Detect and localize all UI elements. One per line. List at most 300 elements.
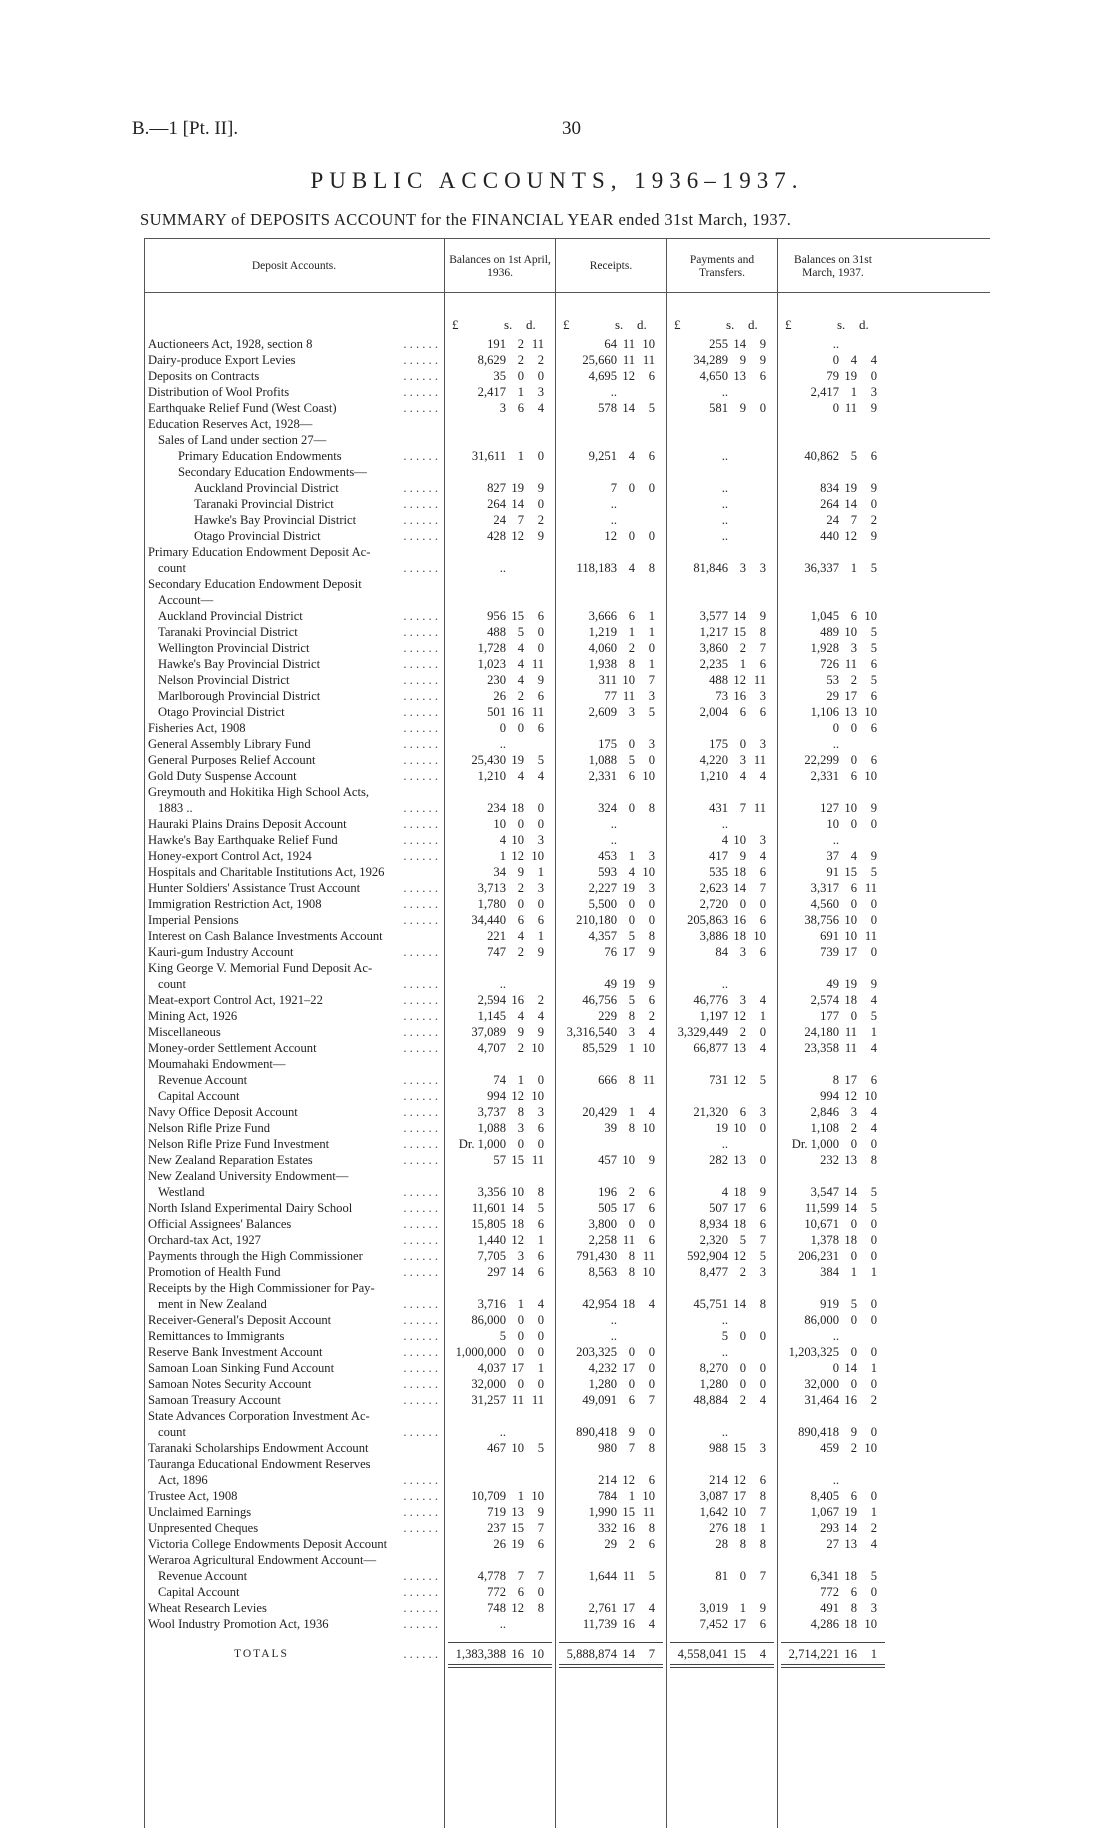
closing-pence: 6	[870, 657, 877, 671]
receipts-pence: 4	[648, 1297, 655, 1311]
opening-pounds: 26	[493, 689, 506, 703]
opening-shillings: 1	[517, 449, 524, 463]
payments-shillings: 10	[733, 833, 746, 847]
receipts-pounds: 7	[610, 481, 617, 495]
payments-pence: 10	[753, 929, 766, 943]
receipts-pounds: 85,529	[582, 1041, 617, 1055]
closing-pence: 10	[864, 609, 877, 623]
payments-pounds: 28	[715, 1537, 728, 1551]
opening-pence: 8	[537, 1601, 544, 1615]
account-label: Promotion of Health Fund	[148, 1265, 281, 1279]
closing-shillings: 8	[850, 1601, 857, 1615]
opening-pence: 0	[537, 497, 544, 511]
opening-pounds: 297	[487, 1265, 506, 1279]
closing-shillings: 2	[850, 673, 857, 687]
closing-pence: 6	[870, 689, 877, 703]
account-label: Victoria College Endowments Deposit Account	[148, 1537, 388, 1551]
payments-pence: 6	[759, 1617, 766, 1631]
receipts-shillings: 0	[628, 913, 635, 927]
leader-dots: . . . . . .	[403, 1393, 438, 1407]
payments-pence: 3	[759, 833, 766, 847]
receipts-pence: 0	[648, 641, 655, 655]
payments-shillings: 10	[733, 1505, 746, 1519]
receipts-shillings: 0	[628, 737, 635, 751]
table-row	[144, 1056, 990, 1072]
table-row	[144, 400, 990, 416]
payments-pounds: 3,886	[699, 929, 728, 943]
opening-pounds: Dr. 1,000	[458, 1137, 506, 1151]
closing-pounds: ..	[832, 833, 839, 847]
account-label: Official Assignees' Balances	[148, 1217, 292, 1231]
closing-pounds: 459	[820, 1441, 839, 1455]
payments-pence: 3	[759, 1265, 766, 1279]
opening-pence: 4	[537, 1009, 544, 1023]
opening-pounds: 827	[487, 481, 506, 495]
total-rule-bottom	[781, 1664, 885, 1665]
closing-shillings: 16	[844, 1647, 857, 1661]
opening-pounds: 221	[487, 929, 506, 943]
closing-pounds: 206,231	[798, 1249, 839, 1263]
closing-shillings: 11	[844, 657, 857, 671]
payments-shillings: 2	[739, 641, 746, 655]
opening-pence: 3	[537, 881, 544, 895]
opening-pounds: 37,089	[471, 1025, 506, 1039]
opening-shillings: 5	[517, 625, 524, 639]
payments-pence: 5	[759, 1249, 766, 1263]
account-label: Taranaki Provincial District	[194, 497, 334, 511]
closing-pence: 5	[870, 641, 877, 655]
account-label: Otago Provincial District	[194, 529, 321, 543]
opening-pence: 6	[537, 609, 544, 623]
opening-pence: 10	[531, 849, 544, 863]
leader-dots: . . . . . .	[403, 801, 438, 815]
payments-pence: 4	[759, 1393, 766, 1407]
receipts-pounds: 2,331	[588, 769, 617, 783]
opening-pence: 2	[537, 513, 544, 527]
page-reference: B.—1 [Pt. II].	[132, 118, 239, 139]
opening-shillings: 12	[511, 529, 524, 543]
payments-pence: 6	[759, 1201, 766, 1215]
opening-shillings: 12	[511, 1089, 524, 1103]
payments-pounds: 3,577	[699, 609, 728, 623]
payments-pounds: 214	[709, 1473, 728, 1487]
payments-pence: 9	[759, 1185, 766, 1199]
receipts-pounds: 2,761	[588, 1601, 617, 1615]
opening-pence: 0	[537, 801, 544, 815]
opening-pounds: 57	[493, 1153, 506, 1167]
opening-shillings: 4	[517, 673, 524, 687]
account-label: Education Reserves Act, 1928—	[148, 417, 313, 431]
closing-pence: 0	[870, 1585, 877, 1599]
table-row	[144, 464, 990, 480]
payments-pence: 3	[759, 689, 766, 703]
closing-pounds: 232	[820, 1153, 839, 1167]
payments-pounds: 175	[709, 737, 728, 751]
receipts-pounds: ..	[610, 1313, 617, 1327]
receipts-pounds: 175	[598, 737, 617, 751]
table-row	[144, 720, 990, 736]
table-row	[144, 1280, 990, 1296]
payments-shillings: 2	[739, 1393, 746, 1407]
payments-shillings: 18	[733, 865, 746, 879]
receipts-pence: 6	[648, 369, 655, 383]
table-row	[144, 912, 990, 928]
receipts-pence: 6	[648, 993, 655, 1007]
payments-pounds: 4	[721, 1185, 728, 1199]
opening-pence: 1	[537, 1233, 544, 1247]
payments-shillings: 12	[733, 673, 746, 687]
receipts-shillings: 0	[628, 1377, 635, 1391]
table-row	[144, 624, 990, 640]
table-row	[144, 1008, 990, 1024]
opening-shillings: 8	[517, 1105, 524, 1119]
opening-pounds: 0	[499, 721, 506, 735]
closing-pounds: 24	[826, 513, 839, 527]
table-row	[144, 1616, 990, 1632]
opening-shillings: 0	[517, 369, 524, 383]
payments-pounds: 2,235	[699, 657, 728, 671]
receipts-pence: 11	[642, 1073, 655, 1087]
closing-pence: 1	[870, 1505, 877, 1519]
receipts-shillings: 16	[622, 1521, 635, 1535]
table-row	[144, 688, 990, 704]
opening-pounds: 31,611	[471, 449, 506, 463]
receipts-pence: 9	[648, 945, 655, 959]
receipts-shillings: 0	[628, 897, 635, 911]
payments-pounds: ..	[721, 817, 728, 831]
receipts-pence: 1	[648, 625, 655, 639]
receipts-shillings: 19	[622, 977, 635, 991]
account-label: Interest on Cash Balance Investments Account	[148, 929, 383, 943]
opening-shillings: 16	[511, 705, 524, 719]
closing-pounds: 1,378	[810, 1233, 839, 1247]
opening-pence: 6	[537, 1537, 544, 1551]
closing-shillings: 1	[850, 561, 857, 575]
payments-pounds: 3,087	[699, 1489, 728, 1503]
closing-pounds: 40,862	[804, 449, 839, 463]
table-row	[144, 1504, 990, 1520]
table-row	[144, 784, 990, 800]
leader-dots: . . . . . .	[403, 609, 438, 623]
account-label: Orchard-tax Act, 1927	[148, 1233, 261, 1247]
opening-pence: 6	[537, 689, 544, 703]
receipts-pence: 3	[648, 689, 655, 703]
receipts-pounds: 1,990	[588, 1505, 617, 1519]
closing-pounds: ..	[832, 337, 839, 351]
closing-shillings: 6	[850, 1585, 857, 1599]
payments-pounds: 255	[709, 337, 728, 351]
opening-shillings: 0	[517, 1329, 524, 1343]
table-row	[144, 1200, 990, 1216]
table-row	[144, 1424, 990, 1440]
table-row	[144, 656, 990, 672]
leader-dots: . . . . . .	[403, 1121, 438, 1135]
receipts-pounds: 210,180	[576, 913, 617, 927]
table-row	[144, 1520, 990, 1536]
account-label: Samoan Treasury Account	[148, 1393, 281, 1407]
account-label: Wool Industry Promotion Act, 1936	[148, 1617, 329, 1631]
closing-shillings: 19	[844, 977, 857, 991]
payments-shillings: 10	[733, 1121, 746, 1135]
closing-shillings: 19	[844, 369, 857, 383]
receipts-shillings: 2	[628, 641, 635, 655]
total-rule-bottom	[448, 1664, 552, 1665]
deposits-summary-table	[144, 238, 990, 1828]
opening-shillings: 6	[517, 401, 524, 415]
receipts-pounds: 4,695	[588, 369, 617, 383]
opening-pounds: ..	[499, 1617, 506, 1631]
closing-pounds: 739	[820, 945, 839, 959]
payments-shillings: 18	[733, 1185, 746, 1199]
opening-shillings: 0	[517, 1377, 524, 1391]
account-label: Act, 1896	[158, 1473, 208, 1487]
closing-pence: 0	[870, 1489, 877, 1503]
payments-pence: 0	[759, 401, 766, 415]
payments-pounds: ..	[721, 1425, 728, 1439]
closing-shillings: 5	[850, 449, 857, 463]
payments-pence: 8	[759, 1537, 766, 1551]
leader-dots: . . . . . .	[403, 833, 438, 847]
payments-shillings: 15	[733, 1441, 746, 1455]
closing-pounds: 489	[820, 625, 839, 639]
payments-pence: 3	[759, 1441, 766, 1455]
closing-shillings: 13	[844, 1537, 857, 1551]
opening-pounds: 26	[493, 1537, 506, 1551]
payments-pence: 4	[759, 769, 766, 783]
account-label: Hospitals and Charitable Institutions Act, 1926	[148, 865, 385, 879]
opening-pounds: 1,145	[477, 1009, 506, 1023]
table-row	[144, 512, 990, 528]
payments-pence: 6	[759, 1473, 766, 1487]
account-label: Wellington Provincial District	[158, 641, 310, 655]
receipts-shillings: 4	[628, 449, 635, 463]
closing-shillings: 9	[850, 1425, 857, 1439]
table-row	[144, 864, 990, 880]
opening-shillings: 11	[511, 1393, 524, 1407]
payments-shillings: 12	[733, 1249, 746, 1263]
closing-pence: 0	[870, 369, 877, 383]
table-row	[144, 928, 990, 944]
opening-pence: 9	[537, 673, 544, 687]
payments-shillings: 3	[739, 945, 746, 959]
opening-pounds: 1,210	[477, 769, 506, 783]
account-label: Sales of Land under section 27—	[158, 433, 327, 447]
table-row	[144, 1040, 990, 1056]
closing-pounds: 1,106	[810, 705, 839, 719]
closing-shillings: 0	[850, 1345, 857, 1359]
opening-shillings: 10	[511, 833, 524, 847]
opening-pounds: 1,780	[477, 897, 506, 911]
payments-pence: 3	[759, 1105, 766, 1119]
payments-pounds: 581	[709, 401, 728, 415]
payments-pence: 5	[759, 1073, 766, 1087]
closing-shillings: 6	[850, 1489, 857, 1503]
opening-shillings: 0	[517, 817, 524, 831]
opening-shillings: 0	[517, 897, 524, 911]
payments-shillings: 16	[733, 913, 746, 927]
receipts-pence: 1	[648, 657, 655, 671]
closing-pounds: 994	[820, 1089, 839, 1103]
closing-pounds: 1,108	[810, 1121, 839, 1135]
leader-dots: . . . . . .	[403, 1185, 438, 1199]
col-header-payments: Payments and Transfers.	[689, 254, 755, 279]
receipts-shillings: 11	[622, 1233, 635, 1247]
table-row	[144, 1392, 990, 1408]
opening-pounds: 1,023	[477, 657, 506, 671]
closing-pence: 5	[870, 1201, 877, 1215]
payments-pence: 7	[759, 1569, 766, 1583]
closing-shillings: 0	[850, 897, 857, 911]
account-label: Nelson Provincial District	[158, 673, 290, 687]
closing-pounds: ..	[832, 1473, 839, 1487]
closing-pounds: 0	[832, 353, 839, 367]
leader-dots: . . . . . .	[403, 337, 438, 351]
opening-pounds: 234	[487, 801, 506, 815]
account-label: General Purposes Relief Account	[148, 753, 316, 767]
leader-dots: . . . . . .	[403, 529, 438, 543]
account-label: Weraroa Agricultural Endowment Account—	[148, 1553, 377, 1567]
closing-pounds: 1,045	[810, 609, 839, 623]
opening-pounds: 2,417	[477, 385, 506, 399]
table-row	[144, 1360, 990, 1376]
receipts-pence: 6	[648, 1233, 655, 1247]
opening-pence: 0	[537, 369, 544, 383]
account-label: Tauranga Educational Endowment Reserves	[148, 1457, 371, 1471]
opening-pence: 5	[537, 1441, 544, 1455]
table-row	[144, 1296, 990, 1312]
payments-pounds: 276	[709, 1521, 728, 1535]
payments-pounds: 19	[715, 1121, 728, 1135]
payments-shillings: 0	[739, 897, 746, 911]
account-label: New Zealand Reparation Estates	[148, 1153, 313, 1167]
table-row	[144, 1536, 990, 1552]
closing-pounds: 10,671	[804, 1217, 839, 1231]
receipts-pence: 9	[648, 1153, 655, 1167]
units-shillings: s.	[504, 317, 513, 332]
account-label: Otago Provincial District	[158, 705, 285, 719]
table-row	[144, 944, 990, 960]
opening-pounds: 3	[499, 401, 506, 415]
leader-dots: . . . . . .	[403, 1329, 438, 1343]
opening-shillings: 17	[511, 1361, 524, 1375]
leader-dots: . . . . . .	[403, 369, 438, 383]
leader-dots: . . . . . .	[403, 1297, 438, 1311]
receipts-pounds: 20,429	[582, 1105, 617, 1119]
closing-pounds: 834	[820, 481, 839, 495]
closing-pounds: 86,000	[804, 1313, 839, 1327]
payments-shillings: 14	[733, 337, 746, 351]
closing-pence: 0	[870, 1217, 877, 1231]
closing-pounds: 772	[820, 1585, 839, 1599]
closing-pence: 1	[870, 1647, 877, 1661]
leader-dots: . . . . . .	[403, 673, 438, 687]
closing-pence: 1	[870, 1265, 877, 1279]
opening-pence: 7	[537, 1521, 544, 1535]
table-row	[144, 1552, 990, 1568]
table-row	[144, 768, 990, 784]
closing-pounds: 91	[826, 865, 839, 879]
receipts-shillings: 1	[628, 849, 635, 863]
receipts-shillings: 14	[622, 1647, 635, 1661]
payments-shillings: 4	[739, 769, 746, 783]
closing-shillings: 18	[844, 1617, 857, 1631]
closing-pounds: 691	[820, 929, 839, 943]
table-row	[144, 1232, 990, 1248]
closing-shillings: 16	[844, 1393, 857, 1407]
opening-pounds: 34,440	[471, 913, 506, 927]
closing-shillings: 0	[850, 1313, 857, 1327]
closing-shillings: 7	[850, 513, 857, 527]
opening-shillings: 3	[517, 1121, 524, 1135]
receipts-pounds: 29	[604, 1537, 617, 1551]
units-pound: £	[563, 317, 570, 332]
receipts-shillings: 6	[628, 769, 635, 783]
account-label: count	[158, 1425, 186, 1439]
opening-pence: 0	[537, 1313, 544, 1327]
payments-pounds: 1,280	[699, 1377, 728, 1391]
receipts-pounds: 196	[598, 1185, 617, 1199]
totals-label: TOTALS	[234, 1648, 289, 1660]
account-label: Reserve Bank Investment Account	[148, 1345, 323, 1359]
opening-pence: 9	[537, 481, 544, 495]
payments-pounds: 1,210	[699, 769, 728, 783]
receipts-shillings: 10	[622, 673, 635, 687]
receipts-shillings: 5	[628, 753, 635, 767]
total-rule-top	[448, 1642, 552, 1643]
payments-pence: 6	[759, 1217, 766, 1231]
payments-pounds: 592,904	[687, 1249, 728, 1263]
opening-shillings: 4	[517, 657, 524, 671]
payments-pounds: 3,329,449	[677, 1025, 728, 1039]
opening-pence: 0	[537, 897, 544, 911]
closing-shillings: 14	[844, 1361, 857, 1375]
receipts-pounds: 42,954	[582, 1297, 617, 1311]
payments-pence: 8	[759, 1297, 766, 1311]
opening-shillings: 19	[511, 1537, 524, 1551]
receipts-pence: 4	[648, 1617, 655, 1631]
receipts-pence: 10	[642, 337, 655, 351]
opening-pence: 0	[537, 1073, 544, 1087]
leader-dots: . . . . . .	[403, 1505, 438, 1519]
opening-pence: 0	[537, 1137, 544, 1151]
receipts-pence: 9	[648, 977, 655, 991]
receipts-pence: 6	[648, 1185, 655, 1199]
account-label: ment in New Zealand	[158, 1297, 267, 1311]
opening-pounds: 86,000	[471, 1313, 506, 1327]
receipts-pence: 6	[648, 1537, 655, 1551]
opening-pounds: 34	[493, 865, 506, 879]
receipts-pounds: 3,316,540	[566, 1025, 617, 1039]
opening-pence: 6	[537, 1217, 544, 1231]
opening-shillings: 6	[517, 913, 524, 927]
payments-pence: 1	[759, 1009, 766, 1023]
closing-pounds: 177	[820, 1009, 839, 1023]
receipts-shillings: 4	[628, 865, 635, 879]
closing-pence: 10	[864, 1617, 877, 1631]
receipts-shillings: 12	[622, 1473, 635, 1487]
table-row	[144, 1120, 990, 1136]
payments-pence: 7	[759, 641, 766, 655]
payments-shillings: 17	[733, 1617, 746, 1631]
closing-shillings: 17	[844, 945, 857, 959]
account-label: Auctioneers Act, 1928, section 8	[148, 337, 313, 351]
opening-pence: 9	[537, 529, 544, 543]
leader-dots: . . . . . .	[403, 1601, 438, 1615]
opening-pence: 9	[537, 1505, 544, 1519]
opening-pounds: 4,778	[477, 1569, 506, 1583]
receipts-pounds: 76	[604, 945, 617, 959]
opening-shillings: 1	[517, 1297, 524, 1311]
